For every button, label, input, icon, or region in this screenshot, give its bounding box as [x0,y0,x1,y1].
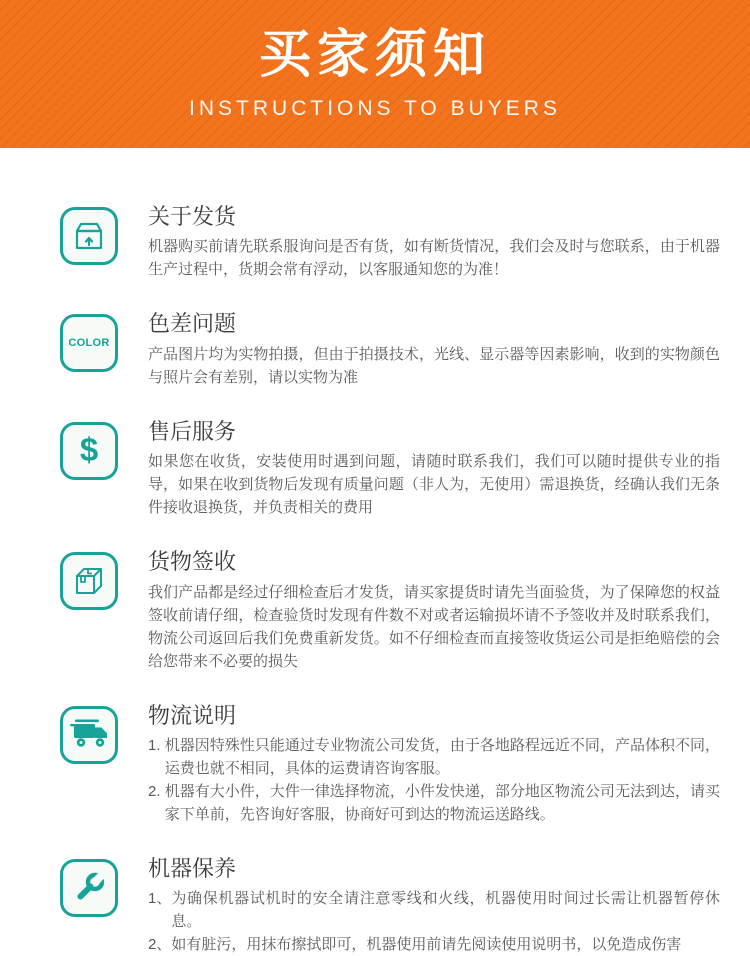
color-icon-label: COLOR [68,337,110,350]
list-marker: 2、 [148,936,172,954]
truck-icon [60,706,118,764]
list-item [148,780,720,826]
dollar-icon-label: $ [79,430,99,468]
section-title: 售后服务 [148,418,237,444]
cube-icon [60,552,118,610]
section-maintenance [60,856,720,956]
section-paragraph: 机器购买前请先联系服询问是否有货，如有断货情况，我们会及时与您联系，由于机器生产过程中，货期会常有浮动，以客服通知您的为准！ [148,238,720,279]
color-icon [60,314,118,372]
list-item [148,887,720,933]
package-icon [60,207,118,265]
notice-list [0,148,750,956]
dollar-icon [60,422,118,480]
list-marker: 2. [148,782,165,800]
list-text: 机器因特殊性只能通过专业物流公司发货，由于各地路程远近不同，产品体积不同，运费也就不相同，具体的运费请咨询客服。 [164,736,720,777]
section-paragraph: 我们产品都是经过仔细检查后才发货，请买家提货时请先当面验货，为了保障您的权益签收前请仔细，检查验货时发现有件数不对或者运输损坏请不予签收并及时联系我们，物流公司返回后我们免费重新发货。如不仔细检查而直接签收货运公司是拒绝赔偿的会给您带来不必要的损失 [148,583,720,670]
section-about-shipping [60,204,720,281]
list-text: 为确保机器试机时的安全请注意零线和火线，机器使用时间过长需让机器暂停休息。 [171,890,720,931]
list-text: 如有脏污，用抹布擦拭即可，机器使用前请先阅读使用说明书，以免造成伤害 [171,936,682,954]
list-marker: 1、 [148,890,172,908]
section-title: 关于发货 [148,204,237,229]
section-title: 色差问题 [148,311,237,337]
section-color-difference [60,311,720,388]
list-text: 机器有大小件，大件一律选择物流，小件发快递，部分地区物流公司无法到达，请买家下单前，先咨询好客服，协商好可到达的物流运送路线。 [164,782,720,823]
page-subtitle: INSTRUCTIONS TO BUYERS [189,96,561,120]
header-banner [0,0,750,148]
section-paragraph: 如果您在收货，安装使用时遇到问题，请随时联系我们，我们可以随时提供专业的指导，如果在收到货物后发现有质量问题（非人为，无使用）需退换货，经确认我们无条件接收退换货，并负责相关的费用 [148,453,720,517]
section-title: 物流说明 [148,702,237,728]
section-after-sales [60,419,720,519]
list-item [148,933,720,956]
section-title: 货物签收 [148,549,237,575]
page-title: 买家须知 [258,26,491,85]
section-goods-receipt [60,549,720,672]
wrench-icon [60,859,118,917]
list-marker: 1. [148,736,165,754]
section-title: 机器保养 [148,855,237,881]
list-item [148,734,720,780]
section-logistics [60,703,720,826]
section-paragraph: 产品图片均为实物拍摄，但由于拍摄技术，光线、显示器等因素影响，收到的实物颜色与照片会有差别，请以实物为准 [148,345,720,386]
